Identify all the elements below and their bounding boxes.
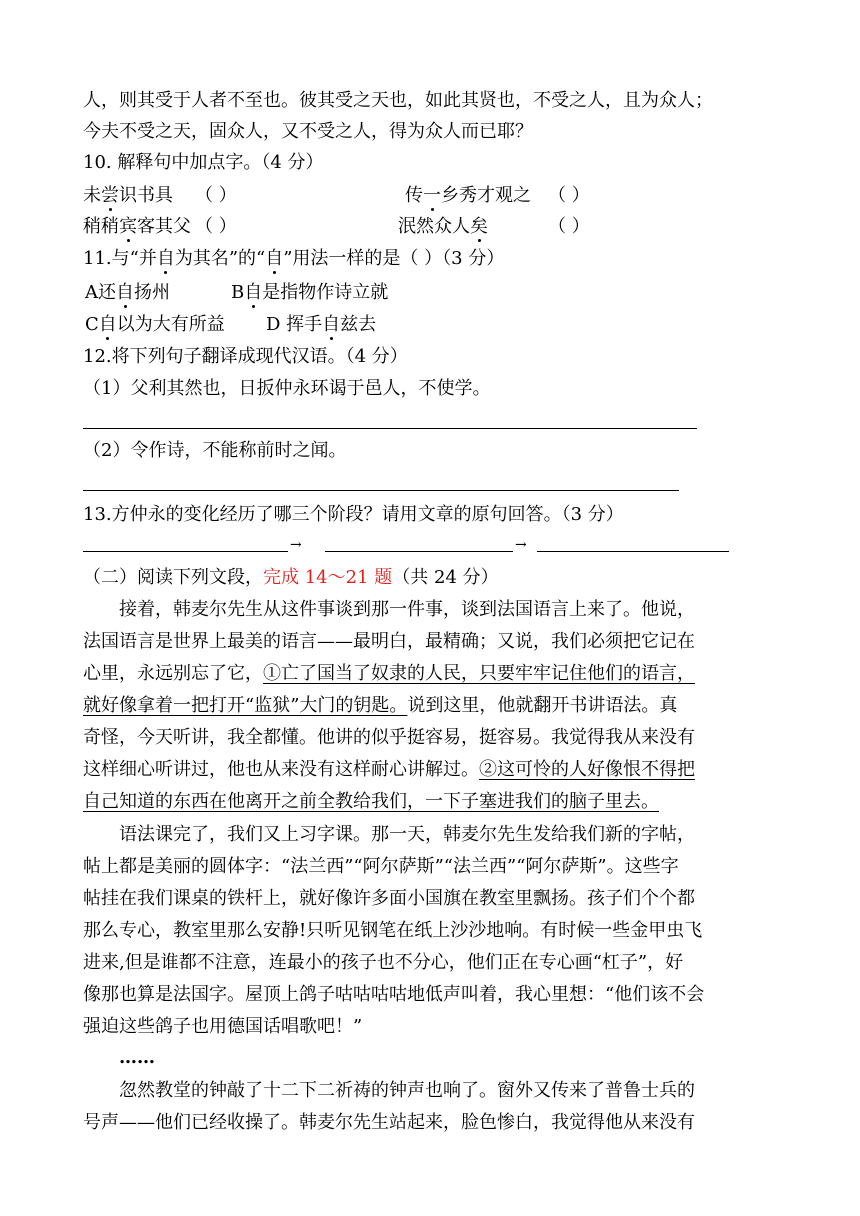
dotted-char: 自 — [116, 282, 134, 303]
underlined-sentence-2: 自己知道的东西在他离开之前全教给我们，一下子塞进我们的脑子里去。 — [83, 791, 659, 812]
q11-option-d[interactable] — [266, 313, 376, 337]
ellipsis: …… — [119, 1047, 155, 1068]
option-text: 扬州 — [134, 282, 170, 303]
stem-text: 为其名”的“ — [174, 248, 266, 269]
plain-text: 心里，永远别忘了它， — [83, 663, 263, 684]
stem-text[interactable]: ”用法一样的是（ ）（3 分） — [283, 248, 505, 269]
question-10-stem: 10. 解释句中加点字。（4 分） — [83, 152, 324, 173]
underlined-sentence-2: ②这可怜的人好像恨不得把 — [479, 759, 695, 780]
item-text: 传 — [405, 185, 423, 206]
answer-line[interactable] — [325, 551, 513, 552]
item-text: 泯然众人 — [398, 216, 470, 237]
stem-text: 11.与“并 — [83, 248, 157, 269]
q11-option-c[interactable] — [85, 313, 225, 337]
paragraph-line: 语法课完了，我们又上习字课。那一天，韩麦尔先生发给我们新的字帖， — [119, 824, 695, 845]
option-text: C — [85, 314, 99, 335]
section-range: 完成 14～21 题 — [263, 567, 393, 588]
dotted-char: 矣 — [470, 216, 488, 237]
dotted-char: 自 — [244, 282, 263, 303]
answer-line[interactable] — [83, 490, 679, 491]
paragraph-line — [83, 790, 659, 814]
paragraph-line — [83, 662, 695, 686]
question-12-stem: 12.将下列句子翻译成现代汉语。（4 分） — [83, 346, 408, 367]
option-text: 以为大有所益 — [116, 314, 225, 335]
plain-text: 说到这里，他就翻开书讲语法。真 — [407, 695, 678, 716]
answer-line[interactable] — [83, 551, 288, 552]
paragraph-line: 帖挂在我们课桌的铁杆上，就好像许多面小国旗在教室里飘扬。孩子们个个都 — [83, 888, 695, 909]
answer-line[interactable] — [537, 551, 729, 552]
option-text: D 挥手 — [266, 314, 323, 335]
underlined-sentence-1: 就好像拿着一把打开“监狱”大门的钥匙。 — [83, 695, 408, 716]
dotted-char: 自 — [265, 248, 284, 269]
paragraph-line: 号声——他们已经收操了。韩麦尔先生站起来，脸色惨白，我觉得他从来没有 — [83, 1112, 695, 1133]
paragraph-line: 强迫这些鸽子也用德国话唱歌吧！” — [83, 1016, 363, 1037]
answer-line[interactable] — [83, 428, 697, 429]
q10-answer-paren-4[interactable]: （ ） — [548, 216, 590, 237]
dotted-char: 一 — [423, 185, 441, 206]
item-text: 识书具 — [119, 185, 173, 206]
dotted-char: 自 — [156, 248, 175, 269]
paragraph-line: 帖上都是美丽的圆体字：“法兰西”“阿尔萨斯”“法兰西”“阿尔萨斯”。这些字 — [83, 856, 679, 877]
q10-item-1 — [83, 184, 173, 208]
option-text: 兹去 — [340, 314, 377, 335]
item-text: 乡秀才观之 — [441, 185, 531, 206]
q10-answer-paren-3[interactable]: （ ） — [195, 216, 237, 237]
arrow-icon: → — [515, 537, 527, 553]
q12-sentence-2: （2）令作诗，不能称前时之闻。 — [83, 440, 347, 461]
paragraph-line: 像那也算是法国字。屋顶上鸽子咕咕咕咕地低声叫着，我心里想：“他们该不会 — [83, 984, 705, 1005]
paragraph-line: 进来,但是谁都不注意，连最小的孩子也不分心，他们正在专心画“杠子”，好 — [83, 952, 684, 973]
dotted-char: 自 — [98, 314, 117, 335]
paragraph-line: 那么专心，教室里那么安静!只听见钢笔在纸上沙沙地响。有时候一些金甲虫飞 — [83, 920, 703, 941]
dotted-char: 尝 — [101, 185, 119, 206]
section-text: （共 24 分） — [392, 567, 499, 588]
underlined-sentence-1: ①亡了国当了奴隶的人民，只要牢牢记住他们的语言， — [263, 663, 695, 684]
paragraph-line: 忽然教堂的钟敲了十二下二祈祷的钟声也响了。窗外又传来了普鲁士兵的 — [119, 1080, 695, 1101]
q10-answer-paren-1[interactable]: （ ） — [195, 185, 237, 206]
section-text: （二）阅读下列文段， — [83, 567, 263, 588]
q10-item-4 — [398, 215, 488, 239]
dotted-char: 自 — [322, 314, 341, 335]
option-text: A还 — [85, 282, 116, 303]
section-heading — [83, 566, 499, 590]
dotted-char: 宾 — [119, 216, 137, 237]
paragraph-line: 法国语言是世界上最美的语言——最明白，最精确；又说，我们必须把它记在 — [83, 631, 695, 652]
paragraph-line: 奇怪，今天听讲，我全都懂。他讲的似乎挺容易，挺容易。我觉得我从来没有 — [83, 727, 695, 748]
question-11-stem — [83, 247, 504, 271]
passage-line: 今夫不受之天，固众人，又不受之人，得为众人而已耶？ — [83, 121, 533, 142]
paragraph-line: 接着，韩麦尔先生从这件事谈到那一件事，谈到法国语言上来了。他说， — [119, 599, 695, 620]
question-13-stem: 13.方仲永的变化经历了哪三个阶段？请用文章的原句回答。（3 分） — [83, 504, 624, 525]
item-text: 客其父 — [137, 216, 191, 237]
q10-item-3 — [83, 215, 191, 239]
arrow-icon: → — [290, 537, 302, 553]
option-text: 是指物作诗立就 — [262, 282, 389, 303]
q11-option-b[interactable] — [231, 281, 388, 305]
q12-sentence-1: （1）父利其然也，日扳仲永环谒于邑人，不使学。 — [83, 378, 491, 399]
plain-text: 这样细心听讲过，他也从来没有这样耐心讲解过。 — [83, 759, 479, 780]
option-text: B — [231, 282, 245, 303]
q11-option-a[interactable] — [85, 281, 170, 305]
item-text: 未 — [83, 185, 101, 206]
passage-line: 人，则其受于人者不至也。彼其受之天也，如此其贤也，不受之人，且为众人； — [83, 90, 713, 111]
paragraph-line — [83, 694, 677, 718]
item-text: 稍稍 — [83, 216, 119, 237]
q10-answer-paren-2[interactable]: （ ） — [548, 185, 590, 206]
q10-item-2 — [405, 184, 531, 208]
paragraph-line — [83, 758, 695, 782]
